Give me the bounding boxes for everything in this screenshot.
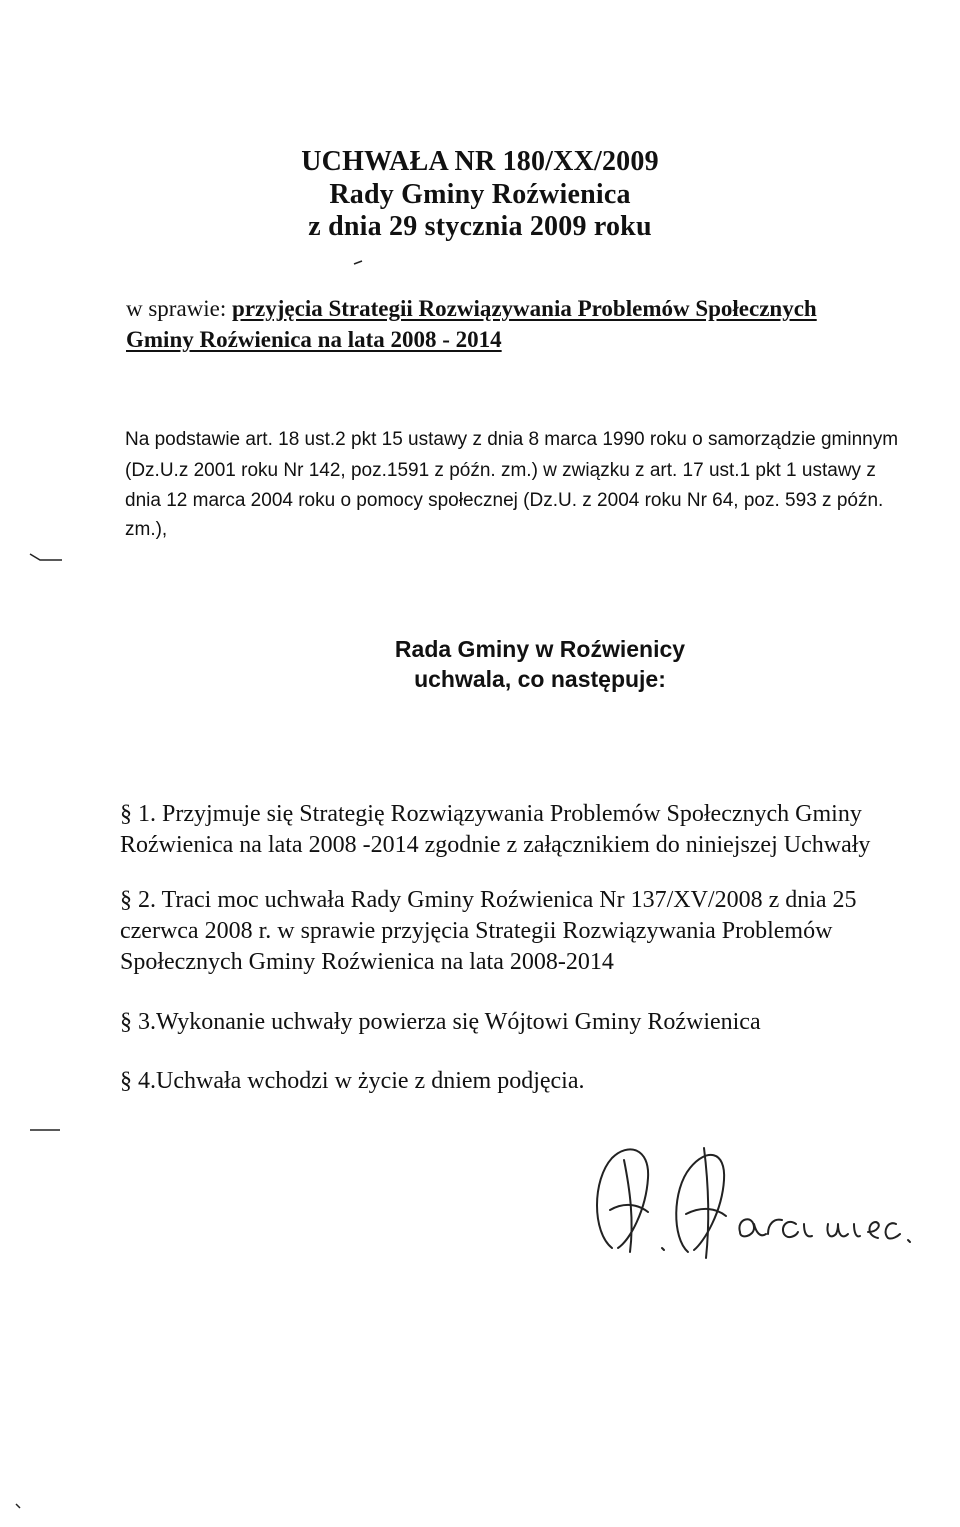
resolution-date: z dnia 29 stycznia 2009 roku — [308, 211, 652, 242]
council-name: Rada Gminy w Roźwienicy — [394, 636, 686, 662]
subject-line-1 — [126, 293, 956, 324]
subject-label: w sprawie: — [126, 296, 233, 321]
subject-text-2: Gminy Roźwienica na lata 2008 - 2014 — [126, 327, 502, 352]
paragraph-4: § 4.Uchwała wchodzi w życie z dniem podjęcia. — [120, 1068, 585, 1094]
paragraph-2-line-3: Społecznych Gminy Roźwienica na lata 2008-2014 — [120, 949, 614, 975]
subject-text-1: przyjęcia Strategii Rozwiązywania Problemów Społecznych — [232, 296, 817, 321]
paragraph-1-line-1: § 1. Przyjmuje się Strategię Rozwiązywania Problemów Społecznych Gminy — [120, 801, 862, 827]
paragraph-1-line-2: Roźwienica na lata 2008 -2014 zgodnie z załącznikiem do niniejszej Uchwały — [120, 832, 871, 858]
handwritten-signature — [590, 1140, 920, 1270]
resolution-issuer: Rady Gminy Roźwienica — [329, 179, 631, 210]
legal-basis-line-1: Na podstawie art. 18 ust.2 pkt 15 ustawy z dnia 8 marca 1990 roku o samorządzie gminnym — [125, 429, 899, 450]
paragraph-2-line-2: czerwca 2008 r. w sprawie przyjęcia Strategii Rozwiązywania Problemów — [120, 918, 833, 944]
paragraph-2-line-1: § 2. Traci moc uchwała Rady Gminy Roźwienica Nr 137/XV/2008 z dnia 25 — [120, 887, 857, 913]
resolution-title: UCHWAŁA NR 180/XX/2009 — [301, 146, 659, 177]
legal-basis-line-2: (Dz.U.z 2001 roku Nr 142, poz.1591 z późn. zm.) w związku z art. 17 ust.1 pkt 1 ustawy z — [125, 460, 876, 481]
paragraph-3: § 3.Wykonanie uchwały powierza się Wójtowi Gminy Roźwienica — [120, 1009, 761, 1035]
subject-line-2 — [126, 324, 956, 355]
council-resolves: uchwala, co następuje: — [414, 666, 666, 692]
legal-basis-line-3: dnia 12 marca 2004 roku o pomocy społecznej (Dz.U. z 2004 roku Nr 64, poz. 593 z późn. — [125, 490, 884, 511]
legal-basis-line-4: zm.), — [125, 519, 168, 540]
